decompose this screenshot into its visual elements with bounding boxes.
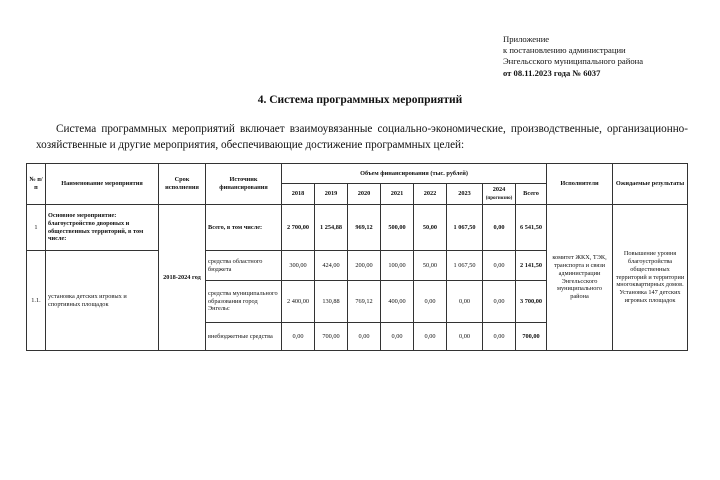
appendix-line-2: к постановлению администрации: [503, 45, 626, 56]
sub-value: 0,00: [348, 323, 381, 351]
sub-num: 1.1.: [27, 251, 46, 351]
sub-value: 400,00: [381, 281, 414, 323]
main-value: 969,12: [348, 205, 381, 251]
sub-value: 130,88: [315, 281, 348, 323]
header-year: 2018: [282, 184, 315, 205]
sub-value: 424,00: [315, 251, 348, 281]
header-source: Источник финансирования: [206, 164, 282, 205]
sub-value: 300,00: [282, 251, 315, 281]
sub-value: 100,00: [381, 251, 414, 281]
sub-source: средства муниципального образования город Энгельс: [206, 281, 282, 323]
sub-value-total: 700,00: [516, 323, 547, 351]
sub-value: 700,00: [315, 323, 348, 351]
sub-value-total: 2 141,50: [516, 251, 547, 281]
appendix-line-4: от 08.11.2023 года № 6037: [503, 67, 601, 78]
sub-source: внебюджетные средства: [206, 323, 282, 351]
appendix-block: [503, 34, 643, 79]
intro-paragraph: Система программных мероприятий включает взаимоувязанные социально-экономические, производственные, организационно-хозяйственные и другие мероприятия, обеспечивающие достижение программных целей:: [36, 123, 688, 151]
sub-value: 2 400,00: [282, 281, 315, 323]
results-cell: Повышение уровня благоустройства общественных территорий и территории многоквартирных домов. Установка 147 детских игровых площадок: [613, 205, 688, 351]
main-source: Всего, в том числе:: [206, 205, 282, 251]
sub-value: 0,00: [447, 281, 483, 323]
sub-value: 200,00: [348, 251, 381, 281]
sub-value: 0,00: [483, 281, 516, 323]
sub-name: установка детских игровых и спортивных площадок: [46, 251, 159, 351]
sub-source: средства областного бюджета: [206, 251, 282, 281]
main-value: 1 254,88: [315, 205, 348, 251]
main-value: 500,00: [381, 205, 414, 251]
main-name: Основное мероприятие: благоустройство дворовых и общественных территорий, в том числе:: [46, 205, 159, 251]
main-num: 1: [27, 205, 46, 251]
sub-value: 769,12: [348, 281, 381, 323]
sub-value: 0,00: [414, 281, 447, 323]
sub-value: 0,00: [282, 323, 315, 351]
header-term: Срок исполнения: [159, 164, 206, 205]
header-year: 2019: [315, 184, 348, 205]
header-year: 2022: [414, 184, 447, 205]
main-value: 50,00: [414, 205, 447, 251]
sub-value: 1 067,50: [447, 251, 483, 281]
sub-value: 0,00: [447, 323, 483, 351]
page-title: 4. Система программных мероприятий: [257, 94, 463, 106]
main-value-total: 6 541,50: [516, 205, 547, 251]
sub-value: 0,00: [483, 323, 516, 351]
sub-value: 0,00: [483, 251, 516, 281]
header-results: Ожидаемые результаты: [613, 164, 688, 205]
program-table: [26, 163, 688, 351]
term-cell: 2018-2024 год: [159, 205, 206, 351]
sub-value: 0,00: [414, 323, 447, 351]
header-year-2024: 2024 (прогнозно): [483, 184, 516, 205]
main-value: 2 700,00: [282, 205, 315, 251]
header-year: 2023: [447, 184, 483, 205]
sub-value: 0,00: [381, 323, 414, 351]
sub-value: 50,00: [414, 251, 447, 281]
appendix-line-3: Энгельсского муниципального района: [503, 56, 644, 67]
header-total: Всего: [516, 184, 547, 205]
header-name: Наименование мероприятия: [46, 164, 159, 205]
header-executors: Исполнители: [547, 164, 613, 205]
main-value: 1 067,50: [447, 205, 483, 251]
main-value: 0,00: [483, 205, 516, 251]
header-forecast: (прогнозно): [485, 195, 513, 201]
header-year: 2021: [381, 184, 414, 205]
header-volume: Объем финансирования (тыс. рублей): [282, 164, 547, 184]
header-num: № п/п: [27, 164, 46, 205]
appendix-line-1: Приложение: [503, 34, 550, 44]
executors-cell: комитет ЖКХ, ТЭК, транспорта и связи администрации Энгельсского муниципального района: [547, 205, 613, 351]
header-year: 2020: [348, 184, 381, 205]
sub-value-total: 3 700,00: [516, 281, 547, 323]
